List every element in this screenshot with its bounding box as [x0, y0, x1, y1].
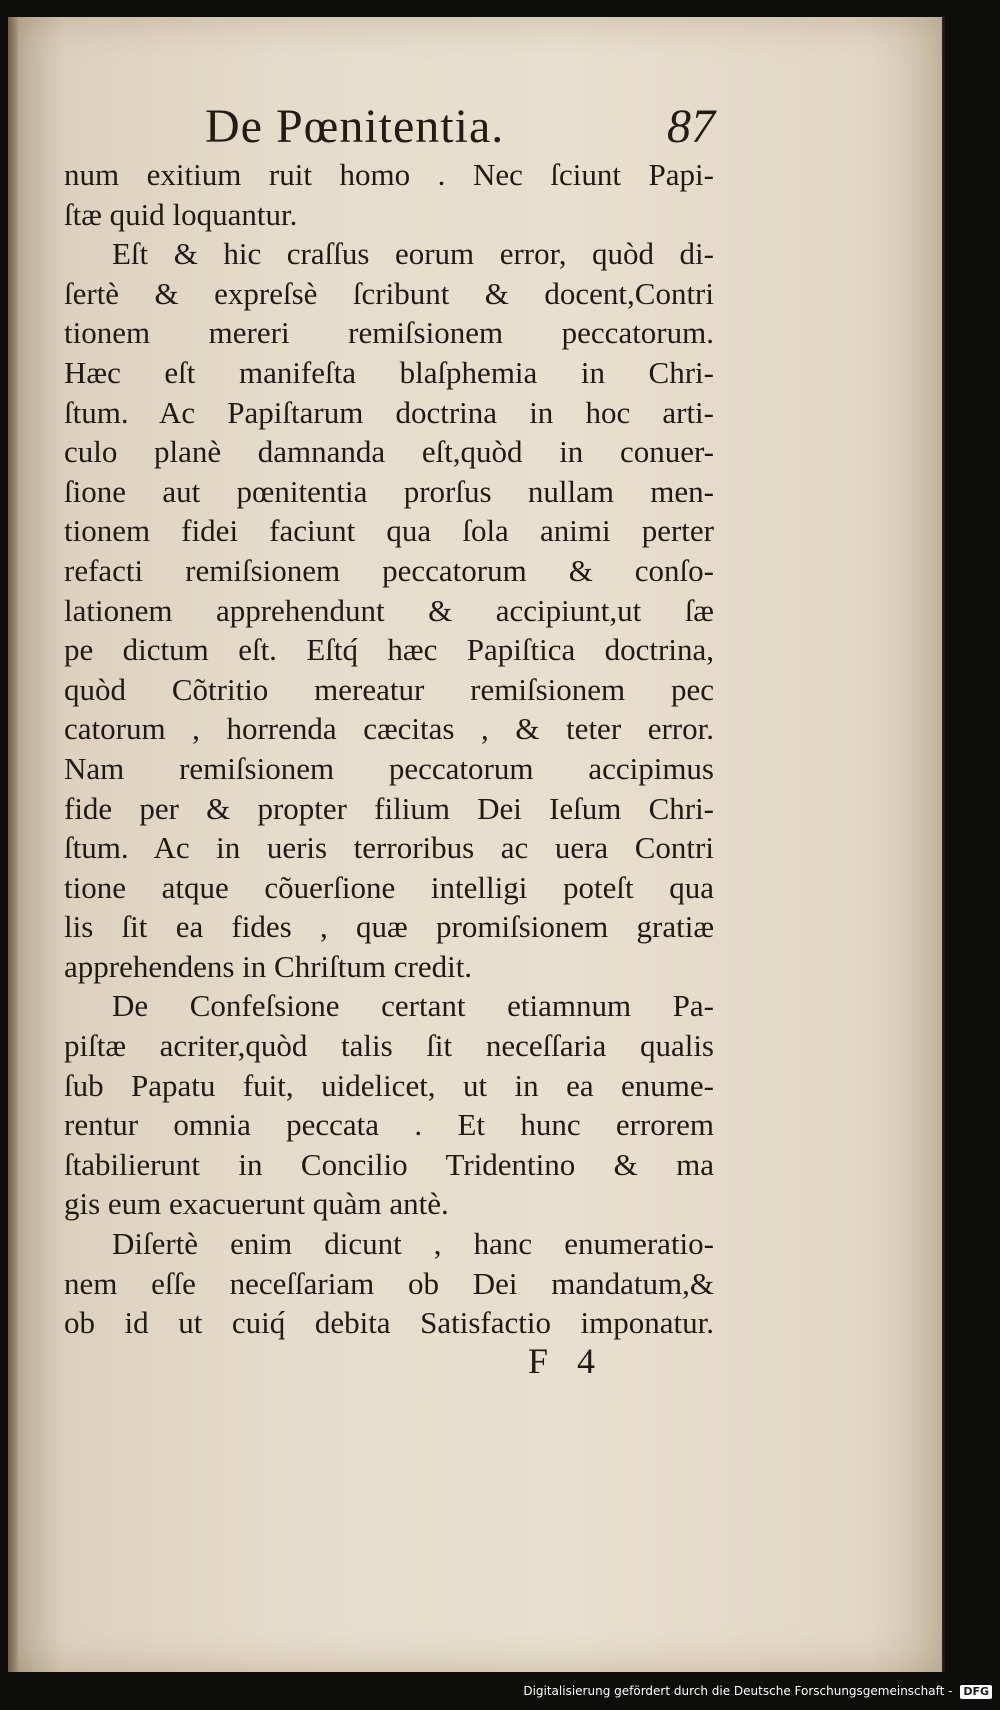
running-title: De Pœnitentia. [205, 100, 505, 153]
digitization-credit [523, 1680, 992, 1702]
dfg-logo: DFG [960, 1685, 992, 1699]
text-line: gis eum exacuerunt quàm antè. [64, 1186, 449, 1222]
text-line: tionem mereri remiſsionem peccatorum. [64, 315, 714, 351]
text-line: tione atque cõuerſione intelligi poteſt qua [64, 869, 714, 905]
text-line: apprehendens in Chriſtum credit. [64, 948, 473, 984]
page-number: 87 [667, 100, 715, 153]
text-line: Nam remiſsionem peccatorum accipimus [64, 750, 714, 786]
text-line: Hæc eſt manifeſta blaſphemia in Chri- [64, 354, 714, 390]
text-line: lis ſit ea fides , quæ promiſsionem gratiæ [64, 909, 714, 945]
text-line: ſtæ quid loquantur. [64, 196, 298, 232]
body-text [64, 155, 714, 1343]
text-line: ſione aut pœnitentia prorſus nullam men- [64, 473, 714, 509]
text-line: Diſertè enim dicunt , hanc enumeratio- [112, 1226, 714, 1262]
text-line: piſtæ acriter,quòd talis ſit neceſſaria qualis [64, 1028, 714, 1064]
text-line: nem eſſe neceſſariam ob Dei mandatum,& [64, 1265, 714, 1301]
running-head [205, 97, 715, 157]
text-line: pe dictum eſt. Eſtq́ hæc Papiſtica doctrina, [64, 632, 714, 668]
text-line: quòd Cõtritio mereatur remiſsionem pec [64, 671, 714, 707]
text-line: ſub Papatu fuit, uidelicet, ut in ea enume- [64, 1067, 714, 1103]
text-line: ſtabilierunt in Concilio Tridentino & ma [64, 1146, 714, 1182]
text-line: rentur omnia peccata . Et hunc errorem [64, 1107, 714, 1143]
page-gutter-edge [8, 17, 18, 1672]
text-line: Eſt & hic craſſus eorum error, quòd di- [112, 236, 714, 272]
text-line: De Confeſsione certant etiamnum Pa- [112, 988, 714, 1024]
text-line: ob id ut cuiq́ debita Satisfactio imponatur. [64, 1305, 714, 1341]
signature-mark: F 4 [528, 1341, 606, 1381]
text-line: refacti remiſsionem peccatorum & conſo- [64, 552, 714, 588]
text-line: ſtum. Ac in ueris terroribus ac uera Contri [64, 830, 714, 866]
text-line: lationem apprehendunt & accipiunt,ut ſæ [64, 592, 714, 628]
text-line: culo planè damnanda eſt,quòd in conuer- [64, 434, 714, 470]
text-line: fide per & propter filium Dei Ieſum Chri- [64, 790, 714, 826]
book-page [8, 17, 945, 1672]
text-line: ſertè & expreſsè ſcribunt & docent,Contri [64, 275, 714, 311]
text-line: tionem fidei faciunt qua ſola animi perter [64, 513, 714, 549]
text-line: catorum , horrenda cæcitas , & teter error. [64, 711, 714, 747]
credit-text: Digitalisierung gefördert durch die Deutsche Forschungsgemeinschaft - [523, 1684, 953, 1698]
text-line: ſtum. Ac Papiſtarum doctrina in hoc arti- [64, 394, 714, 430]
text-line: num exitium ruit homo . Nec ſciunt Papi- [64, 157, 714, 192]
